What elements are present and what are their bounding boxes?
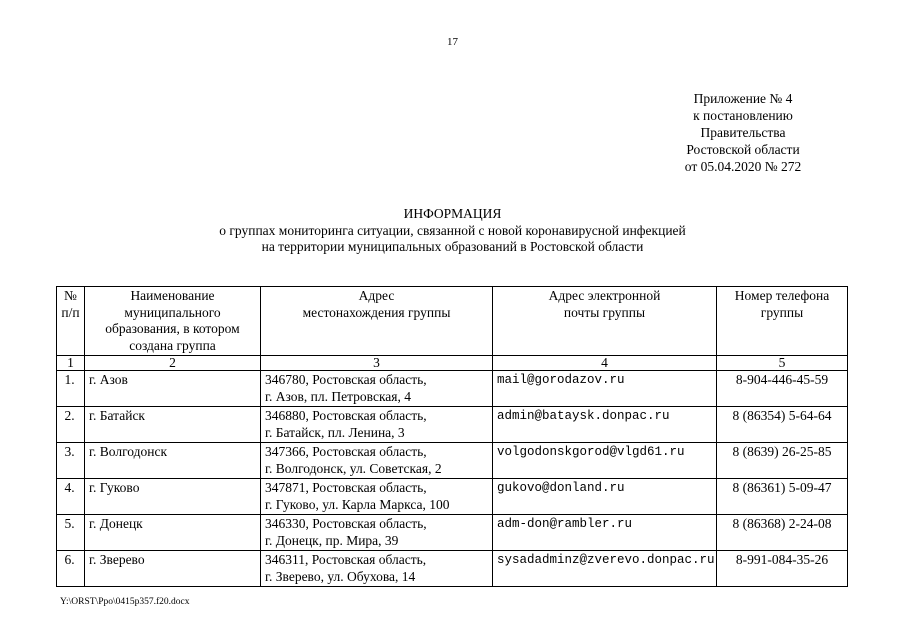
row-number: 3. <box>57 443 85 479</box>
table-header-row <box>57 287 848 356</box>
group-phone: 8-991-084-35-26 <box>717 551 848 587</box>
table-row <box>57 443 848 479</box>
header-municipality: Наименование муниципального образования, в котором создана группа <box>85 287 261 356</box>
table-row <box>57 515 848 551</box>
page-number: 17 <box>447 36 458 48</box>
group-address: 347366, Ростовская область, г. Волгодонск, ул. Советская, 2 <box>261 443 493 479</box>
group-address: 346780, Ростовская область, г. Азов, пл. Петровская, 4 <box>261 371 493 407</box>
column-number: 3 <box>261 356 493 371</box>
group-phone: 8 (86354) 5-64-64 <box>717 407 848 443</box>
appendix-line: от 05.04.2020 № 272 <box>684 159 802 174</box>
column-number: 5 <box>717 356 848 371</box>
group-address: 346880, Ростовская область, г. Батайск, пл. Ленина, 3 <box>261 407 493 443</box>
municipality-name: г. Гуково <box>85 479 261 515</box>
appendix-line: Приложение № 4 <box>693 91 793 106</box>
municipality-name: г. Батайск <box>85 407 261 443</box>
column-number: 1 <box>57 356 85 371</box>
column-number: 2 <box>85 356 261 371</box>
header-number: № п/п <box>57 287 85 356</box>
group-address: 347871, Ростовская область, г. Гуково, ул. Карла Маркса, 100 <box>261 479 493 515</box>
municipality-name: г. Азов <box>85 371 261 407</box>
row-number: 4. <box>57 479 85 515</box>
appendix-line: Ростовской области <box>686 142 800 157</box>
table-row <box>57 407 848 443</box>
municipality-name: г. Донецк <box>85 515 261 551</box>
monitoring-groups-table <box>56 286 848 587</box>
row-number: 2. <box>57 407 85 443</box>
group-phone: 8 (8639) 26-25-85 <box>717 443 848 479</box>
group-email: admin@bataysk.donpac.ru <box>493 407 717 443</box>
column-number-row <box>57 356 848 371</box>
row-number: 5. <box>57 515 85 551</box>
file-path: Y:\ORST\Ppo\0415p357.f20.docx <box>60 597 190 607</box>
header-email: Адрес электронной почты группы <box>493 287 717 356</box>
group-address: 346311, Ростовская область, г. Зверево, ул. Обухова, 14 <box>261 551 493 587</box>
title-line: на территории муниципальных образований в Ростовской области <box>261 239 644 254</box>
group-address: 346330, Ростовская область, г. Донецк, пр. Мира, 39 <box>261 515 493 551</box>
header-address: Адрес местонахождения группы <box>261 287 493 356</box>
appendix-line: Правительства <box>700 125 786 140</box>
group-email: mail@gorodazov.ru <box>493 371 717 407</box>
row-number: 6. <box>57 551 85 587</box>
group-phone: 8 (86368) 2-24-08 <box>717 515 848 551</box>
title-line: о группах мониторинга ситуации, связанной с новой коронавирусной инфекцией <box>219 222 686 238</box>
title-heading: ИНФОРМАЦИЯ <box>403 206 502 221</box>
table-row <box>57 479 848 515</box>
group-email: gukovo@donland.ru <box>493 479 717 515</box>
group-phone: 8-904-446-45-59 <box>717 371 848 407</box>
document-title <box>0 206 905 256</box>
municipality-name: г. Зверево <box>85 551 261 587</box>
group-email: volgodonskgorod@vlgd61.ru <box>493 443 717 479</box>
row-number: 1. <box>57 371 85 407</box>
table-row <box>57 551 848 587</box>
appendix-line: к постановлению <box>693 108 793 123</box>
table-row <box>57 371 848 407</box>
appendix-block <box>668 90 818 175</box>
group-phone: 8 (86361) 5-09-47 <box>717 479 848 515</box>
group-email: sysadadminz@zverevo.donpac.ru <box>493 551 717 587</box>
column-number: 4 <box>493 356 717 371</box>
municipality-name: г. Волгодонск <box>85 443 261 479</box>
group-email: adm-don@rambler.ru <box>493 515 717 551</box>
header-phone: Номер телефона группы <box>717 287 848 356</box>
